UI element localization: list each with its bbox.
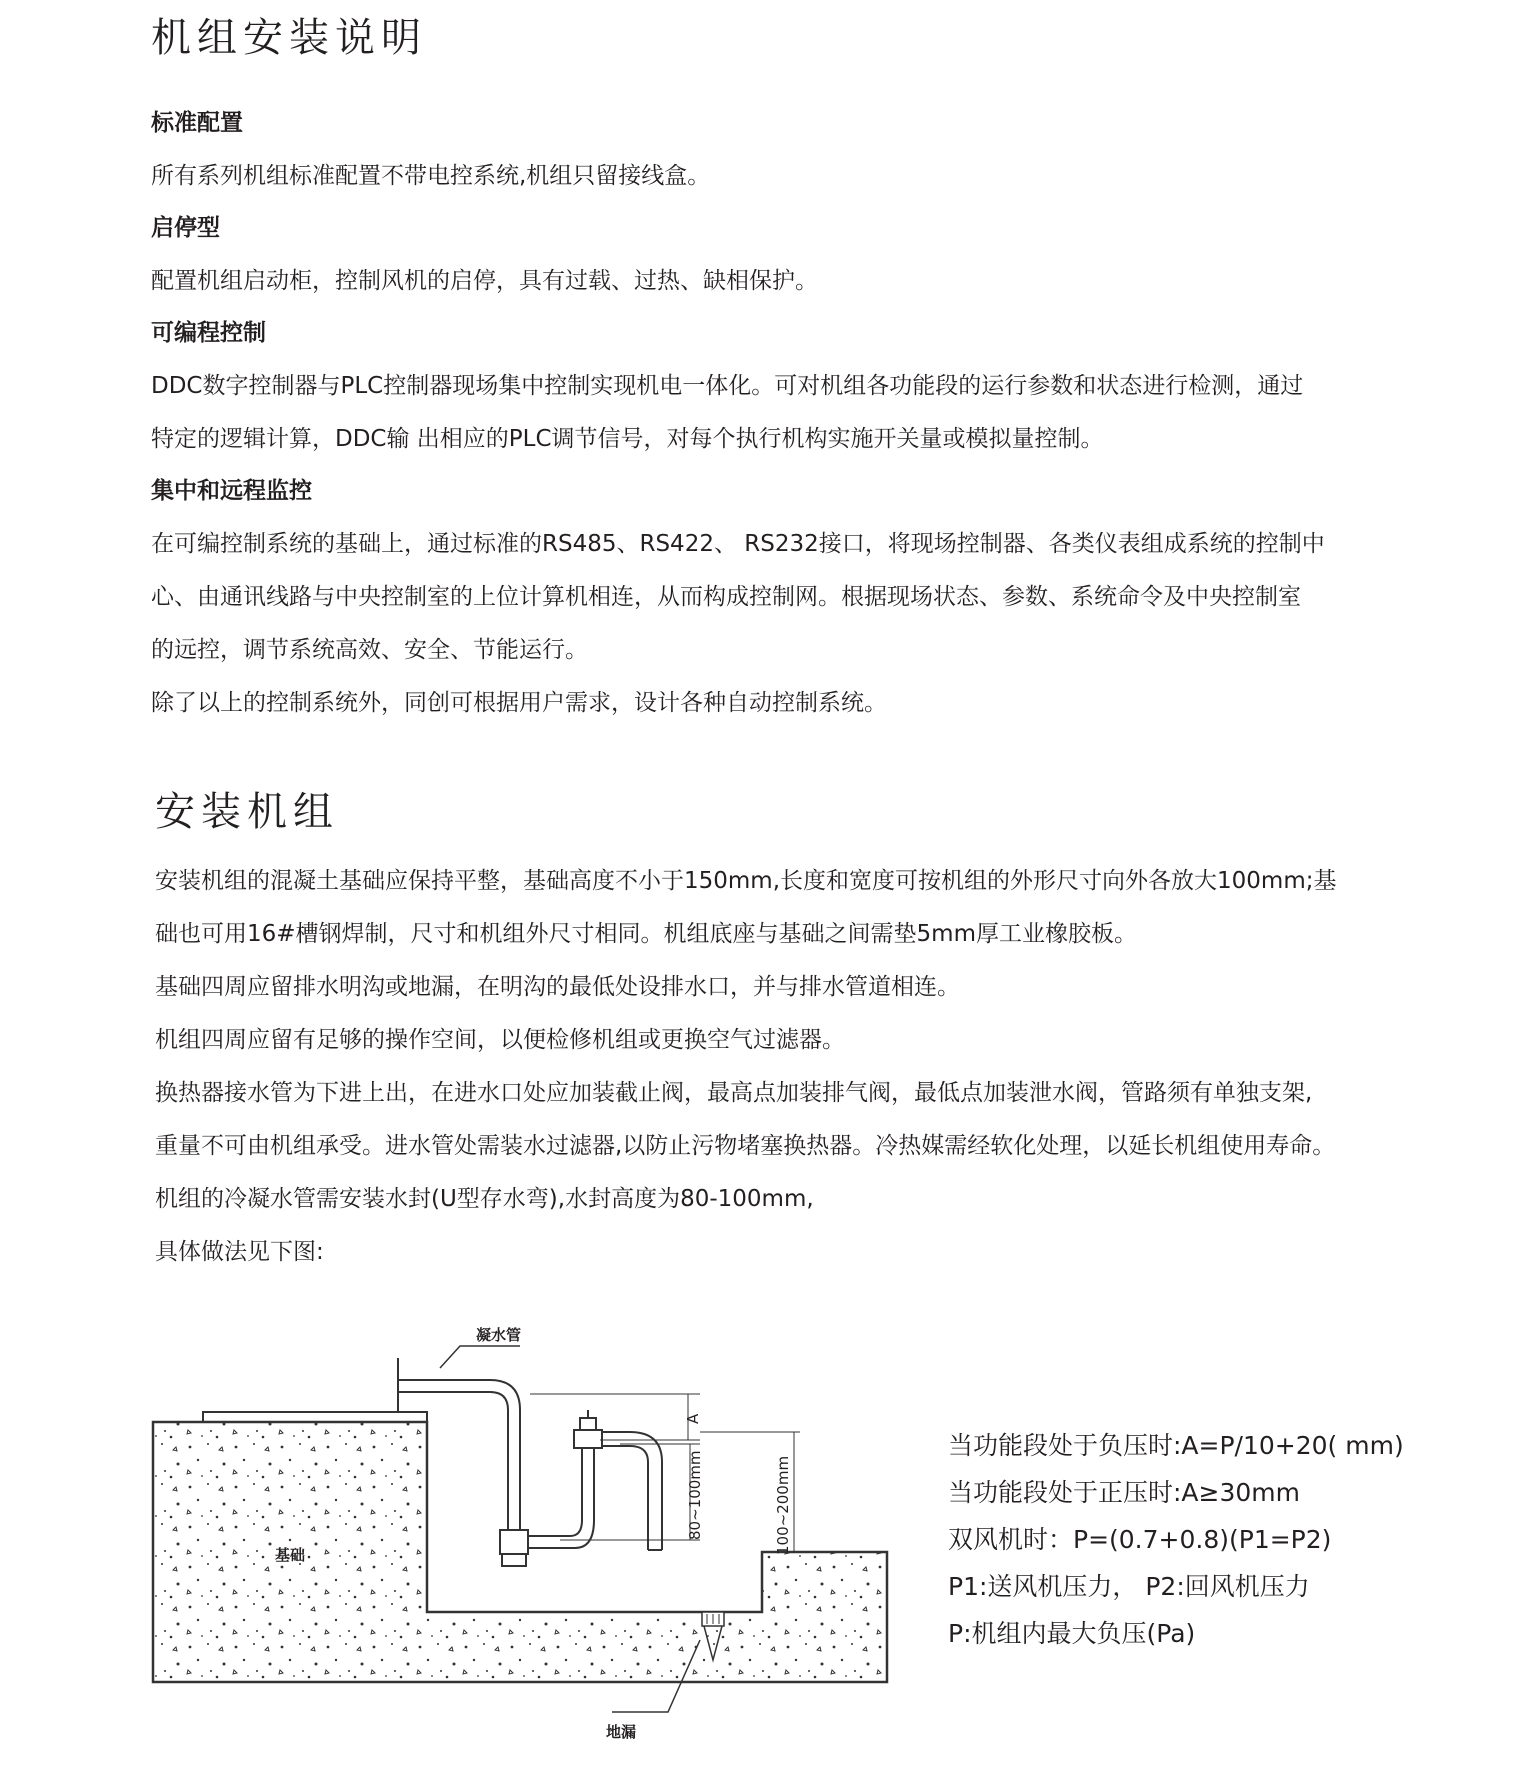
unit-base: [203, 1412, 427, 1422]
heading-standard-config: 标准配置: [151, 110, 243, 136]
heading-start-stop: 启停型: [151, 215, 220, 241]
paragraph-line: 具体做法见下图:: [155, 1239, 324, 1265]
heading-centralized-remote-monitoring: 集中和远程监控: [151, 478, 312, 504]
label-dim-a: A: [684, 1413, 702, 1424]
formula-line: P1:送风机压力， P2:回风机压力: [948, 1572, 1310, 1601]
paragraph-line: 除了以上的控制系统外，同创可根据用户需求，设计各种自动控制系统。: [151, 690, 887, 716]
paragraph-line: 所有系列机组标准配置不带电控系统,机组只留接线盒。: [151, 163, 711, 189]
condensate-pipe: [398, 1380, 662, 1566]
formula-line: P:机组内最大负压(Pa): [948, 1619, 1196, 1648]
paragraph-line: 基础四周应留排水明沟或地漏，在明沟的最低处设排水口，并与排水管道相连。: [155, 974, 960, 1000]
paragraph-line: 在可编控制系统的基础上，通过标准的RS485、RS422、 RS232接口，将现场控制器、各类仪表组成系统的控制中: [151, 531, 1325, 557]
pipe-label-leader: [440, 1346, 520, 1368]
label-dim-seal: 80~100mm: [686, 1450, 704, 1540]
paragraph-line: DDC数字控制器与PLC控制器现场集中控制实现机电一体化。可对机组各功能段的运行参数和状态进行检测，通过: [151, 373, 1304, 399]
formula-line: 当功能段处于正压时:A≥30mm: [948, 1478, 1300, 1507]
paragraph-line: 配置机组启动柜，控制风机的启停，具有过载、过热、缺相保护。: [151, 268, 818, 294]
paragraph-line: 的远控，调节系统高效、安全、节能运行。: [151, 637, 588, 663]
label-condensate-pipe: 凝水管: [476, 1326, 522, 1344]
paragraph-line: 机组的冷凝水管需安装水封(U型存水弯),水封高度为80-100mm,: [155, 1186, 814, 1212]
label-dim-total: 100~200mm: [774, 1455, 792, 1555]
condensate-trap-diagram: [0, 1300, 920, 1770]
section-title-installation-notes: 机组安装说明: [151, 15, 427, 61]
paragraph-line: 重量不可由机组承受。进水管处需装水过滤器,以防止污物堵塞换热器。冷热媒需经软化处理，以延长机组使用寿命。: [155, 1133, 1336, 1159]
paragraph-line: 特定的逻辑计算，DDC输 出相应的PLC调节信号，对每个执行机构实施开关量或模拟量控制。: [151, 426, 1104, 452]
dim-a: [530, 1394, 700, 1440]
paragraph-line: 安装机组的混凝土基础应保持平整，基础高度不小于150mm,长度和宽度可按机组的外形尺寸向外各放大100mm;基: [155, 868, 1337, 894]
label-floor-drain: 地漏: [606, 1723, 637, 1741]
paragraph-line: 础也可用16#槽钢焊制，尺寸和机组外尺寸相同。机组底座与基础之间需垫5mm厚工业橡胶板。: [155, 921, 1137, 947]
paragraph-line: 机组四周应留有足够的操作空间，以便检修机组或更换空气过滤器。: [155, 1027, 845, 1053]
formula-line: 双风机时：P=(0.7+0.8)(P1=P2): [948, 1525, 1332, 1554]
formula-line: 当功能段处于负压时:A=P/10+20( mm): [948, 1431, 1404, 1460]
heading-programmable-control: 可编程控制: [151, 320, 266, 346]
label-foundation: 基础: [275, 1546, 306, 1564]
paragraph-line: 换热器接水管为下进上出，在进水口处应加装截止阀，最高点加装排气阀，最低点加装泄水阀，管路须有单独支架,: [155, 1080, 1313, 1106]
paragraph-line: 心、由通讯线路与中央控制室的上位计算机相连，从而构成控制网。根据现场状态、参数、系统命令及中央控制室: [151, 584, 1301, 610]
section-title-install-unit: 安装机组: [155, 789, 339, 835]
